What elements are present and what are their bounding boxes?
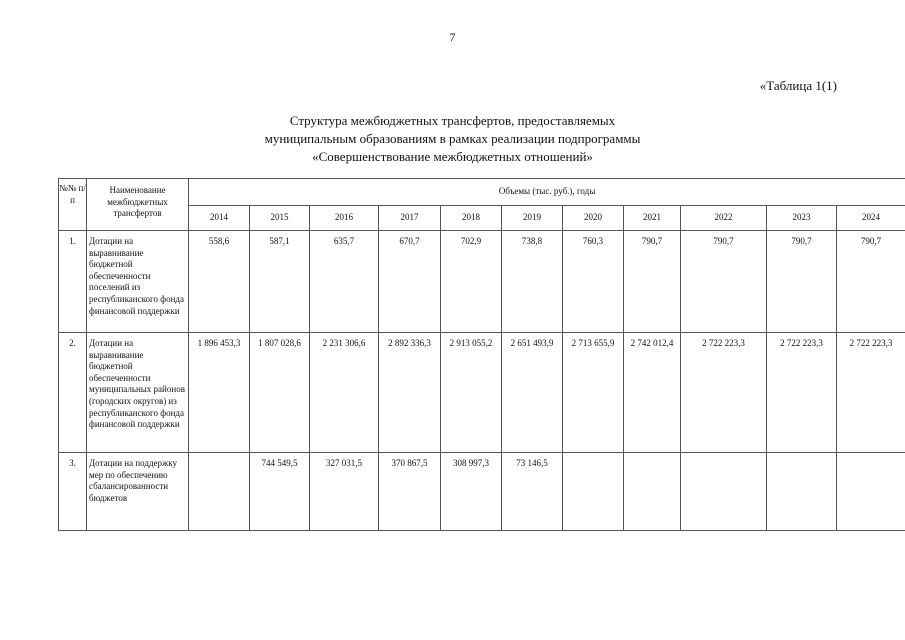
- value-cell: [837, 453, 905, 531]
- header-year: 2020: [563, 206, 624, 231]
- transfer-name: Дотации на поддержку мер по обеспечению сбалансированности бюджетов: [87, 453, 189, 531]
- page-number: 7: [449, 30, 456, 44]
- value-cell: 308 997,3: [441, 453, 502, 531]
- value-cell: 670,7: [379, 231, 441, 333]
- header-year: 2024: [837, 206, 905, 231]
- table-title-line-3: «Совершенствование межбюджетных отношений»: [312, 149, 593, 164]
- value-cell: 2 713 655,9: [563, 333, 624, 453]
- value-cell: 1 896 453,3: [189, 333, 250, 453]
- table-row: [59, 333, 905, 453]
- value-cell: [624, 453, 681, 531]
- table-title-line-1: Структура межбюджетных трансфертов, предоставляемых: [289, 113, 616, 128]
- value-cell: 370 867,5: [379, 453, 441, 531]
- table-label: «Таблица 1(1): [759, 78, 837, 93]
- value-cell: 2 231 306,6: [310, 333, 379, 453]
- value-cell: 327 031,5: [310, 453, 379, 531]
- row-number: 2.: [59, 333, 87, 453]
- value-cell: 2 651 493,9: [502, 333, 563, 453]
- row-number: 3.: [59, 453, 87, 531]
- header-name: Наименование межбюджетных трансфертов: [87, 179, 189, 231]
- header-year: 2016: [310, 206, 379, 231]
- value-cell: 738,8: [502, 231, 563, 333]
- value-cell: 558,6: [189, 231, 250, 333]
- value-cell: 744 549,5: [250, 453, 310, 531]
- value-cell: 2 892 336,3: [379, 333, 441, 453]
- table-row: [59, 231, 905, 333]
- header-num: №№ п/п: [59, 179, 87, 231]
- value-cell: 2 722 223,3: [837, 333, 905, 453]
- header-year: 2017: [379, 206, 441, 231]
- value-cell: 2 913 055,2: [441, 333, 502, 453]
- transfers-table: [58, 178, 905, 531]
- value-cell: 790,7: [767, 231, 837, 333]
- table-title: [0, 112, 905, 166]
- table-row: [59, 453, 905, 531]
- transfer-name: Дотации на выравнивание бюджетной обеспеченности муниципальных районов (городских округов) из республиканского фонда финансовой поддержки: [87, 333, 189, 453]
- value-cell: [189, 453, 250, 531]
- transfer-name: Дотации на выравнивание бюджетной обеспеченности поселений из республиканского фонда финансовой поддержки: [87, 231, 189, 333]
- table-title-line-2: муниципальным образованиям в рамках реализации подпрограммы: [264, 131, 641, 146]
- value-cell: [681, 453, 767, 531]
- value-cell: 760,3: [563, 231, 624, 333]
- value-cell: 790,7: [837, 231, 905, 333]
- value-cell: 790,7: [681, 231, 767, 333]
- value-cell: 2 722 223,3: [681, 333, 767, 453]
- value-cell: 2 742 012,4: [624, 333, 681, 453]
- value-cell: 790,7: [624, 231, 681, 333]
- value-cell: 2 722 223,3: [767, 333, 837, 453]
- value-cell: 73 146,5: [502, 453, 563, 531]
- header-year: 2023: [767, 206, 837, 231]
- header-year: 2014: [189, 206, 250, 231]
- value-cell: 702,9: [441, 231, 502, 333]
- header-volumes: Объемы (тыс. руб.), годы: [189, 179, 905, 206]
- value-cell: 1 807 028,6: [250, 333, 310, 453]
- header-year: 2019: [502, 206, 563, 231]
- value-cell: 635,7: [310, 231, 379, 333]
- header-year: 2015: [250, 206, 310, 231]
- value-cell: [563, 453, 624, 531]
- value-cell: [767, 453, 837, 531]
- value-cell: 587,1: [250, 231, 310, 333]
- header-year: 2018: [441, 206, 502, 231]
- row-number: 1.: [59, 231, 87, 333]
- header-year: 2021: [624, 206, 681, 231]
- header-year: 2022: [681, 206, 767, 231]
